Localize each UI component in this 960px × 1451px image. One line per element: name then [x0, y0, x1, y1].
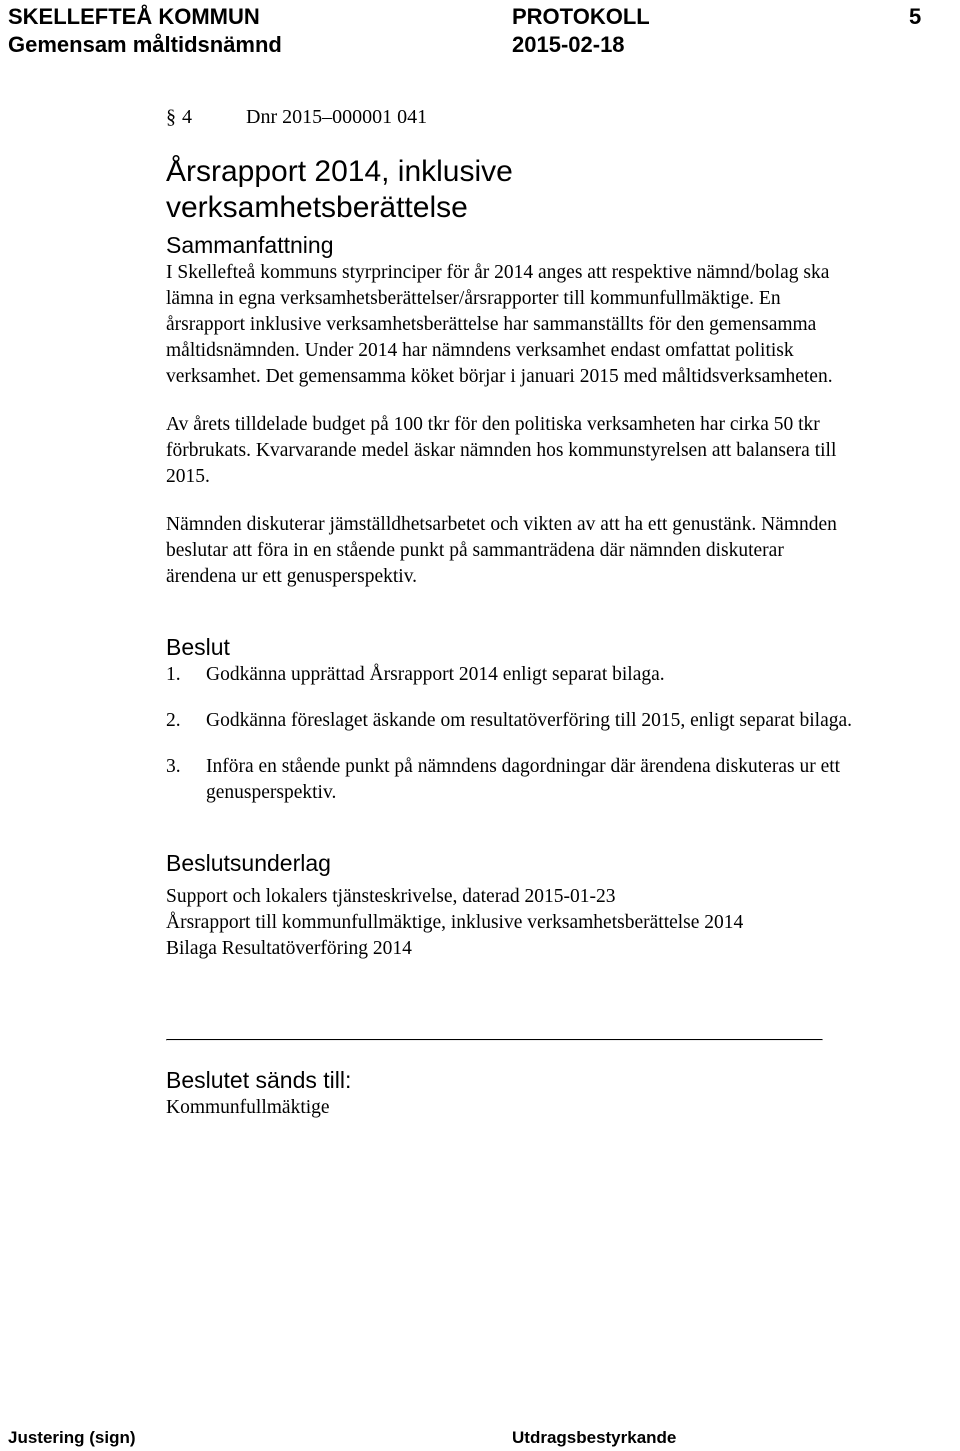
- recipient: Kommunfullmäktige: [166, 1097, 330, 1118]
- summary-paragraph: Av årets tilldelade budget på 100 tkr för den politiska verksamheten har cirka 50 tkr förbrukats. Kvarvarande medel äskar nämnden hos kommunstyrelsen att balansera till 2015.: [166, 414, 837, 487]
- section-symbol: §: [166, 106, 176, 128]
- footer-justering: Justering (sign): [8, 1428, 136, 1447]
- case-reference: [166, 102, 856, 132]
- meeting-date: 2015-02-18: [512, 32, 625, 57]
- basis-heading: Beslutsunderlag: [166, 850, 331, 876]
- decision-list: [166, 662, 856, 806]
- summary-heading: Sammanfattning: [166, 232, 334, 258]
- section-number: 4: [182, 106, 192, 128]
- summary-paragraph: Nämnden diskuterar jämställdhetsarbetet och vikten av att ha ett genustänk. Nämnden beslutar att föra in en stående punkt på sammanträdena där nämnden diskuterar ärendena ur ett genusperspektiv.: [166, 514, 837, 587]
- decision-item-text: Godkänna upprättad Årsrapport 2014 enligt separat bilaga.: [206, 664, 665, 685]
- protocol-section: [166, 102, 856, 1121]
- page-number: 5: [909, 4, 922, 29]
- decision-item: [166, 754, 856, 806]
- decision-item-text: Godkänna föreslaget äskande om resultatöverföring till 2015, enligt separat bilaga.: [206, 710, 853, 731]
- document-type: PROTOKOLL: [512, 4, 650, 29]
- basis-line: Bilaga Resultatöverföring 2014: [166, 938, 412, 959]
- org-name: SKELLEFTEÅ KOMMUN: [8, 4, 260, 29]
- basis-line: Årsrapport till kommunfullmäktige, inklusive verksamhetsberättelse 2014: [166, 912, 744, 933]
- sent-to-heading: Beslutet sänds till:: [166, 1067, 352, 1093]
- section-title: Årsrapport 2014, inklusive verksamhetsberättelse: [166, 155, 513, 224]
- decision-item-number: 2.: [166, 710, 181, 731]
- basis-line: Support och lokalers tjänsteskrivelse, daterad 2015-01-23: [166, 886, 616, 907]
- decision-heading: Beslut: [166, 634, 230, 660]
- committee-name: Gemensam måltidsnämnd: [8, 32, 282, 57]
- summary-paragraph: I Skellefteå kommuns styrprinciper för år 2014 anges att respektive nämnd/bolag ska lämna in egna verksamhetsberättelser/årsrapporter till kommunfullmäktige. En årsrapport inklusive verksamhetsberättelse har sammanställts för den gemensamma måltidsnämnden. Under 2014 har nämndens verksamhet endast omfattat politisk verksamhet. Det gemensamma köket börjar i januari 2015 med måltidsverksamheten.: [166, 262, 833, 387]
- decision-item-number: 3.: [166, 756, 181, 777]
- decision-item: [166, 708, 856, 734]
- decision-item: [166, 662, 856, 688]
- decision-item-number: 1.: [166, 664, 181, 685]
- diary-number: Dnr 2015–000001 041: [246, 106, 428, 128]
- decision-item-text: Införa en stående punkt på nämndens dagordningar där ärendena diskuteras ur ett genusperspektiv.: [206, 756, 841, 803]
- footer-utdragsbestyrkande: Utdragsbestyrkande: [512, 1428, 677, 1447]
